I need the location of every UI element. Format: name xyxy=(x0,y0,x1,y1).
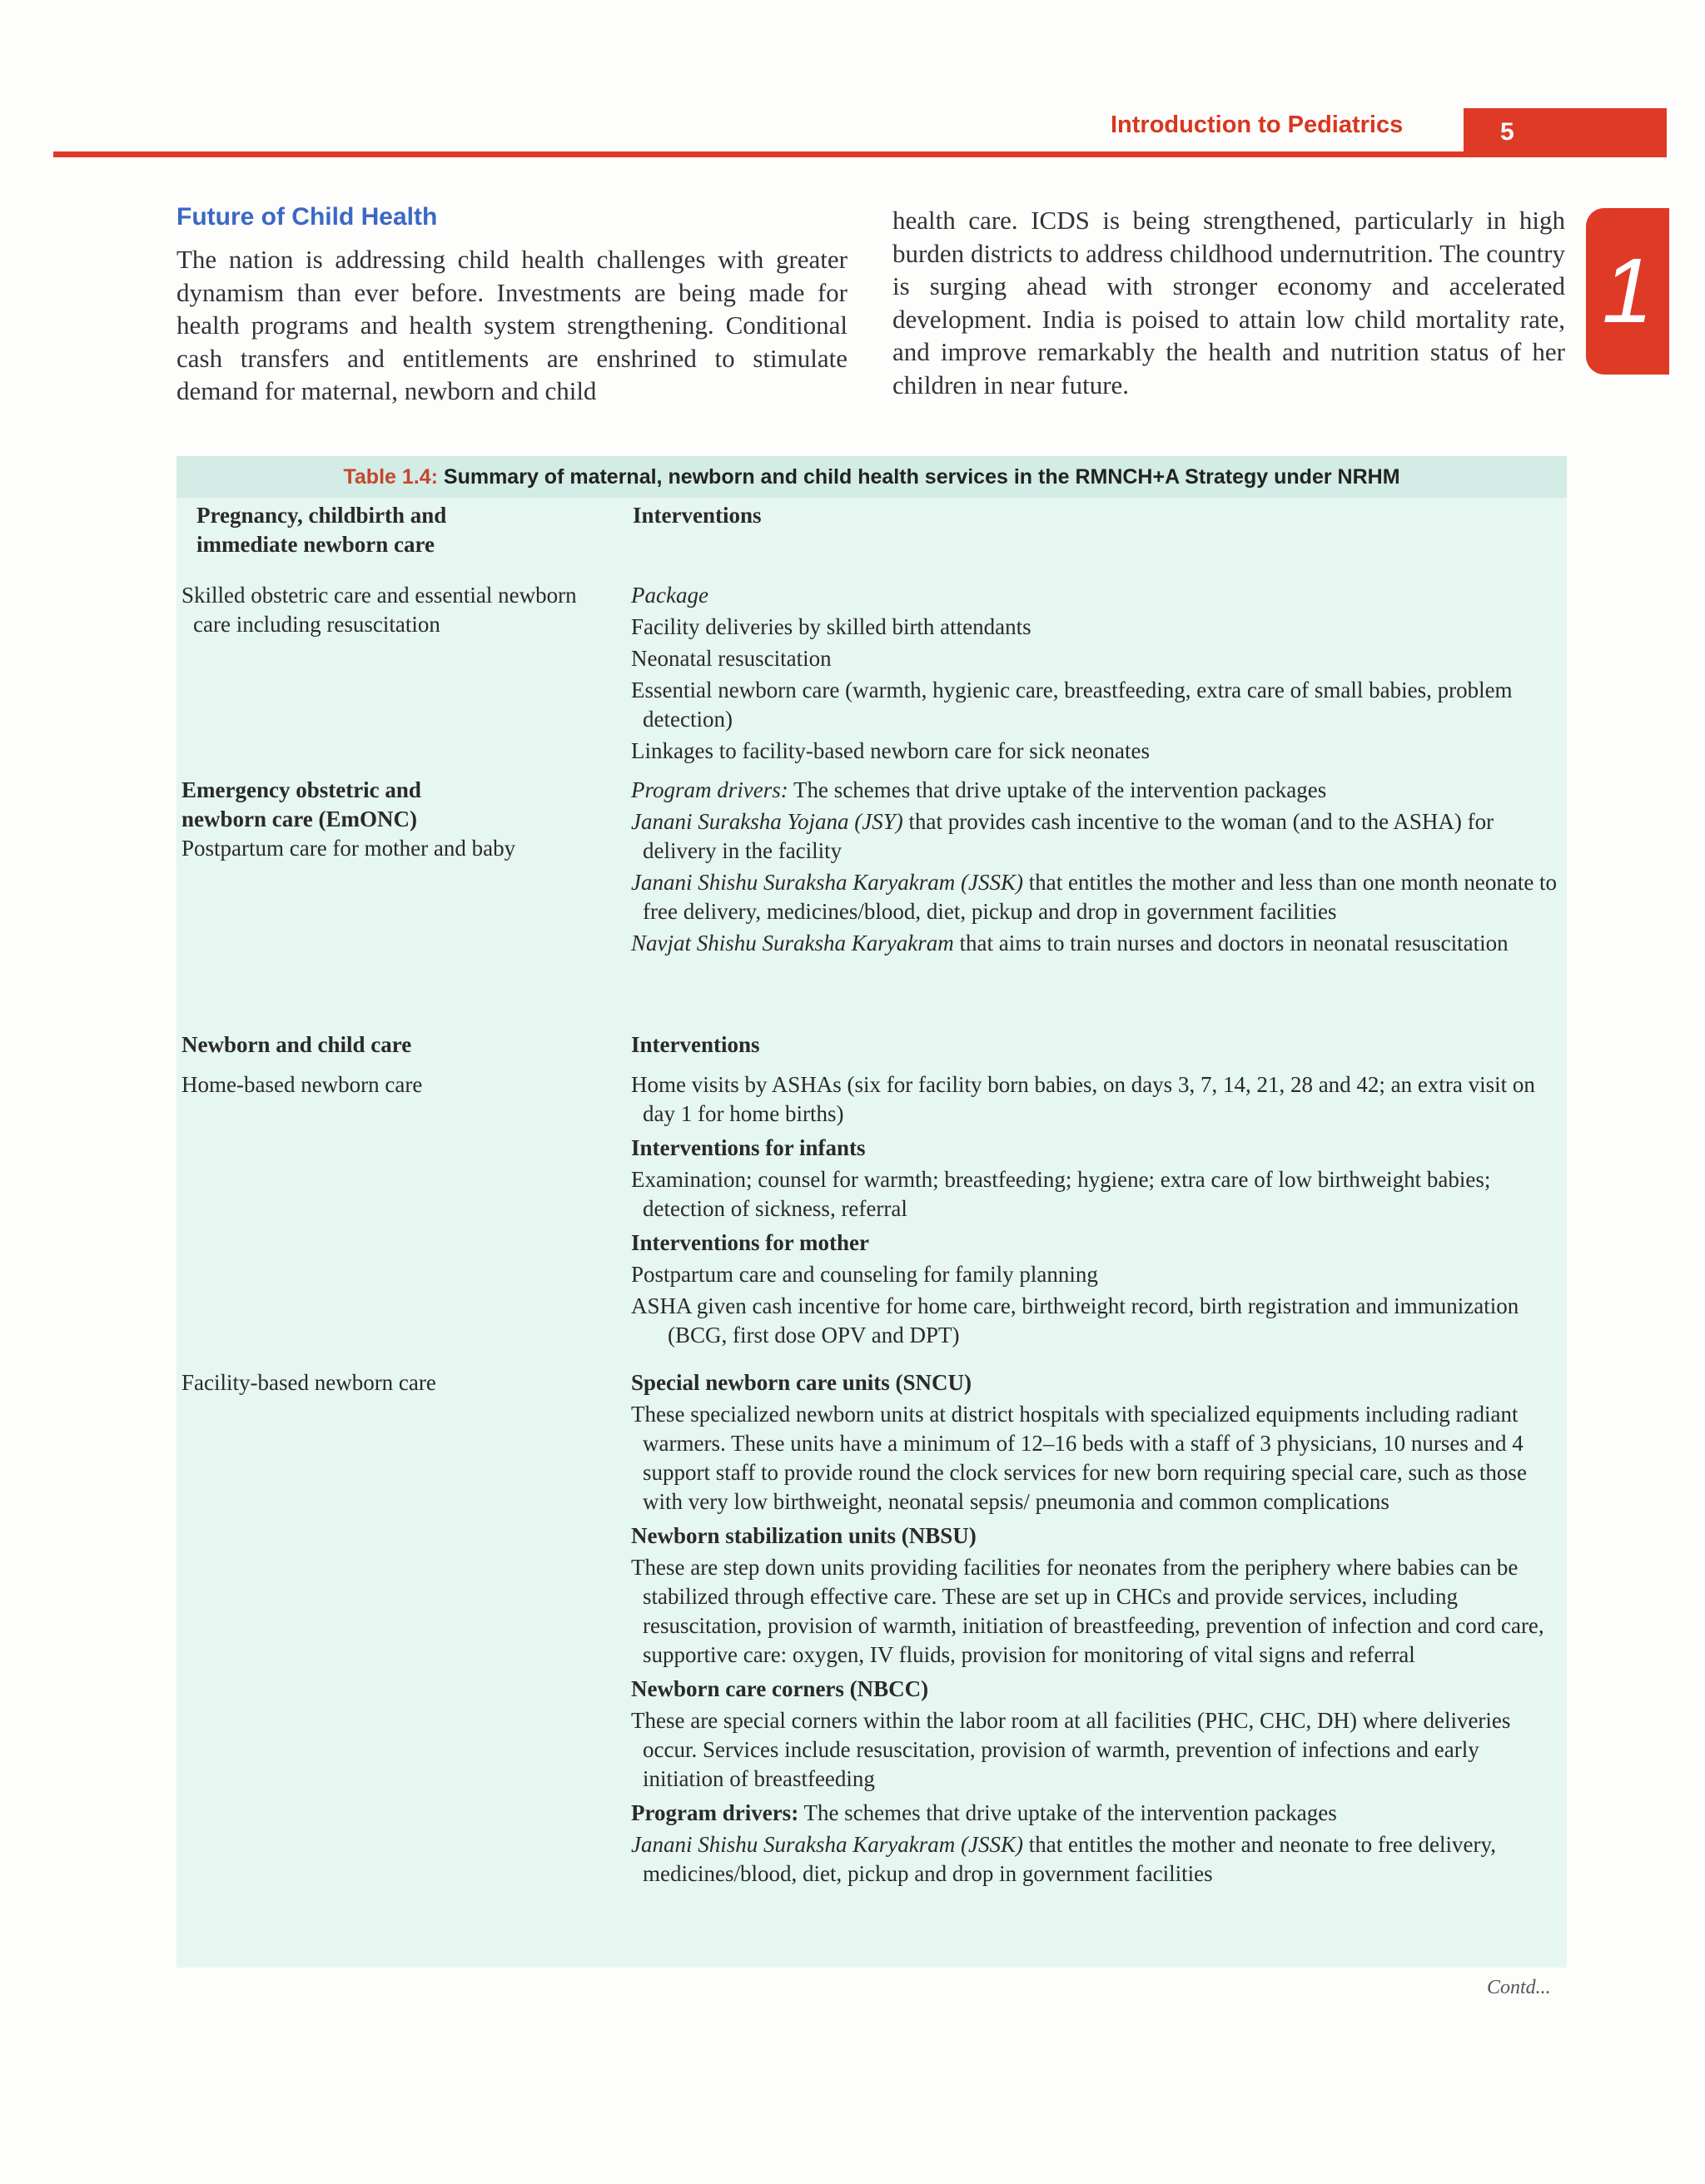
row-label: Postpartum care for mother and baby xyxy=(181,836,516,861)
subheading-text: Examination; counsel for warmth; breastfeeding; hygiene; extra care of low birthweight babies; detection of sickness, referral xyxy=(631,1167,1491,1221)
scheme-text: that entitles the mother and neonate to free delivery, medicines/blood, diet, pickup and drop in government facilities xyxy=(643,1832,1496,1886)
subheading: Newborn stabilization units (NBSU) xyxy=(631,1523,977,1548)
header-rule xyxy=(53,151,1667,157)
subheading-text: Postpartum care and counseling for family planning xyxy=(631,1262,1098,1287)
drivers-label: Program drivers: xyxy=(631,777,788,802)
subheading: Interventions for mother xyxy=(631,1230,869,1255)
list-item: Essential newborn care (warmth, hygienic care, breastfeeding, extra care of small babies, problem detection) xyxy=(631,678,1513,732)
section-right-heading: Interventions xyxy=(633,503,762,528)
row-label-bold: Emergency obstetric and newborn care (EmONC) xyxy=(181,777,421,831)
drivers-text: The schemes that drive uptake of the intervention packages xyxy=(788,777,1327,802)
subheading: Special newborn care units (SNCU) xyxy=(631,1370,972,1395)
subheading-text: These are special corners within the labor room at all facilities (PHC, CHC, DH) where deliveries occur. Services include resuscitation, provision of warmth, prevention of infections and early initiation of breastfeeding xyxy=(631,1708,1511,1791)
list-item: Neonatal resuscitation xyxy=(631,646,832,671)
chapter-tab: 1 xyxy=(1586,208,1669,375)
subheading: Newborn care corners (NBCC) xyxy=(631,1676,929,1701)
subheading: Interventions for infants xyxy=(631,1135,866,1160)
visits-text: Home visits by ASHAs (six for facility born babies, on days 3, 7, 14, 21, 28 and 42; an extra visit on day 1 for home births) xyxy=(631,1072,1535,1126)
list-item: Facility deliveries by skilled birth attendants xyxy=(631,614,1031,639)
row-label: Skilled obstetric care and essential newborn care including resuscitation xyxy=(181,583,577,637)
scheme-name: Navjat Shishu Suraksha Karyakram xyxy=(631,931,954,956)
continued-note: Contd... xyxy=(1487,1977,1551,1998)
table-title: Summary of maternal, newborn and child health services in the RMNCH+A Strategy under NRHM xyxy=(443,465,1400,489)
scheme-text: that entitles the mother and less than one month neonate to free delivery, medicines/blood, diet, pickup and drop in government facilities xyxy=(643,870,1558,924)
package-label: Package xyxy=(631,583,708,608)
running-title: Introduction to Pediatrics xyxy=(1111,112,1404,138)
row-label: Home-based newborn care xyxy=(181,1072,423,1097)
intro-right-column: health care. ICDS is being strengthened, particularly in high burden districts to address childhood undernutrition. The country is surging ahead with stronger economy and accelerated development. India is poised to attain low child mortality rate, and improve remarkably the health and nutrition status of her children in near future. xyxy=(892,206,1565,400)
section-heading: Future of Child Health xyxy=(176,203,438,231)
intro-left-column: The nation is addressing child health challenges with greater dynamism than ever before. Investments are being made for health programs and health system strengthening. Conditional cash transfers and entitlements are enshrined to stimulate demand for maternal, newborn and child xyxy=(176,245,848,405)
list-item: Linkages to facility-based newborn care for sick neonates xyxy=(631,738,1151,763)
subheading-text: These specialized newborn units at district hospitals with specialized equipments including radiant warmers. These units have a minimum of 12–16 beds with a staff of 3 physicians, 10 nurses and 4 support staff to provide round the clock services for new born requiring special care, such as those with very low birthweight, neonatal sepsis/ pneumonia and common complications xyxy=(631,1402,1527,1514)
scheme-text: that provides cash incentive to the woman (and to the ASHA) for delivery in the facility xyxy=(643,809,1494,863)
scheme-name: Janani Shishu Suraksha Karyakram (JSSK) xyxy=(631,870,1023,895)
drivers-label: Program drivers: xyxy=(631,1800,799,1825)
scheme-text: that aims to train nurses and doctors in neonatal resuscitation xyxy=(953,931,1509,956)
section-left-heading: Newborn and child care xyxy=(181,1032,412,1057)
scheme-name: Janani Suraksha Yojana (JSY) xyxy=(631,809,903,834)
section-left-heading: Pregnancy, childbirth and immediate newborn care xyxy=(196,503,447,557)
subheading-text: These are step down units providing facilities for neonates from the periphery where babies can be stabilized through effective care. These are set up in CHCs and provide services, including resuscitation, provision of warmth, initiation of breastfeeding, prevention of infection and cord care, supportive care: oxygen, IV fluids, provision for monitoring of vital signs and referral xyxy=(631,1555,1544,1667)
scheme-name: Janani Shishu Suraksha Karyakram (JSSK) xyxy=(631,1832,1023,1857)
subheading-text: ASHA given cash incentive for home care, birthweight record, birth registration and immunization (BCG, first dose OPV and DPT) xyxy=(631,1293,1519,1348)
row-label: Facility-based newborn care xyxy=(181,1370,436,1395)
table-caption xyxy=(176,456,1567,498)
section-right-heading: Interventions xyxy=(631,1032,760,1057)
drivers-text: The schemes that drive uptake of the intervention packages xyxy=(798,1800,1337,1825)
table-number: Table 1.4: xyxy=(343,465,438,489)
summary-table xyxy=(176,456,1567,1968)
page-number: 5 xyxy=(1464,108,1667,157)
